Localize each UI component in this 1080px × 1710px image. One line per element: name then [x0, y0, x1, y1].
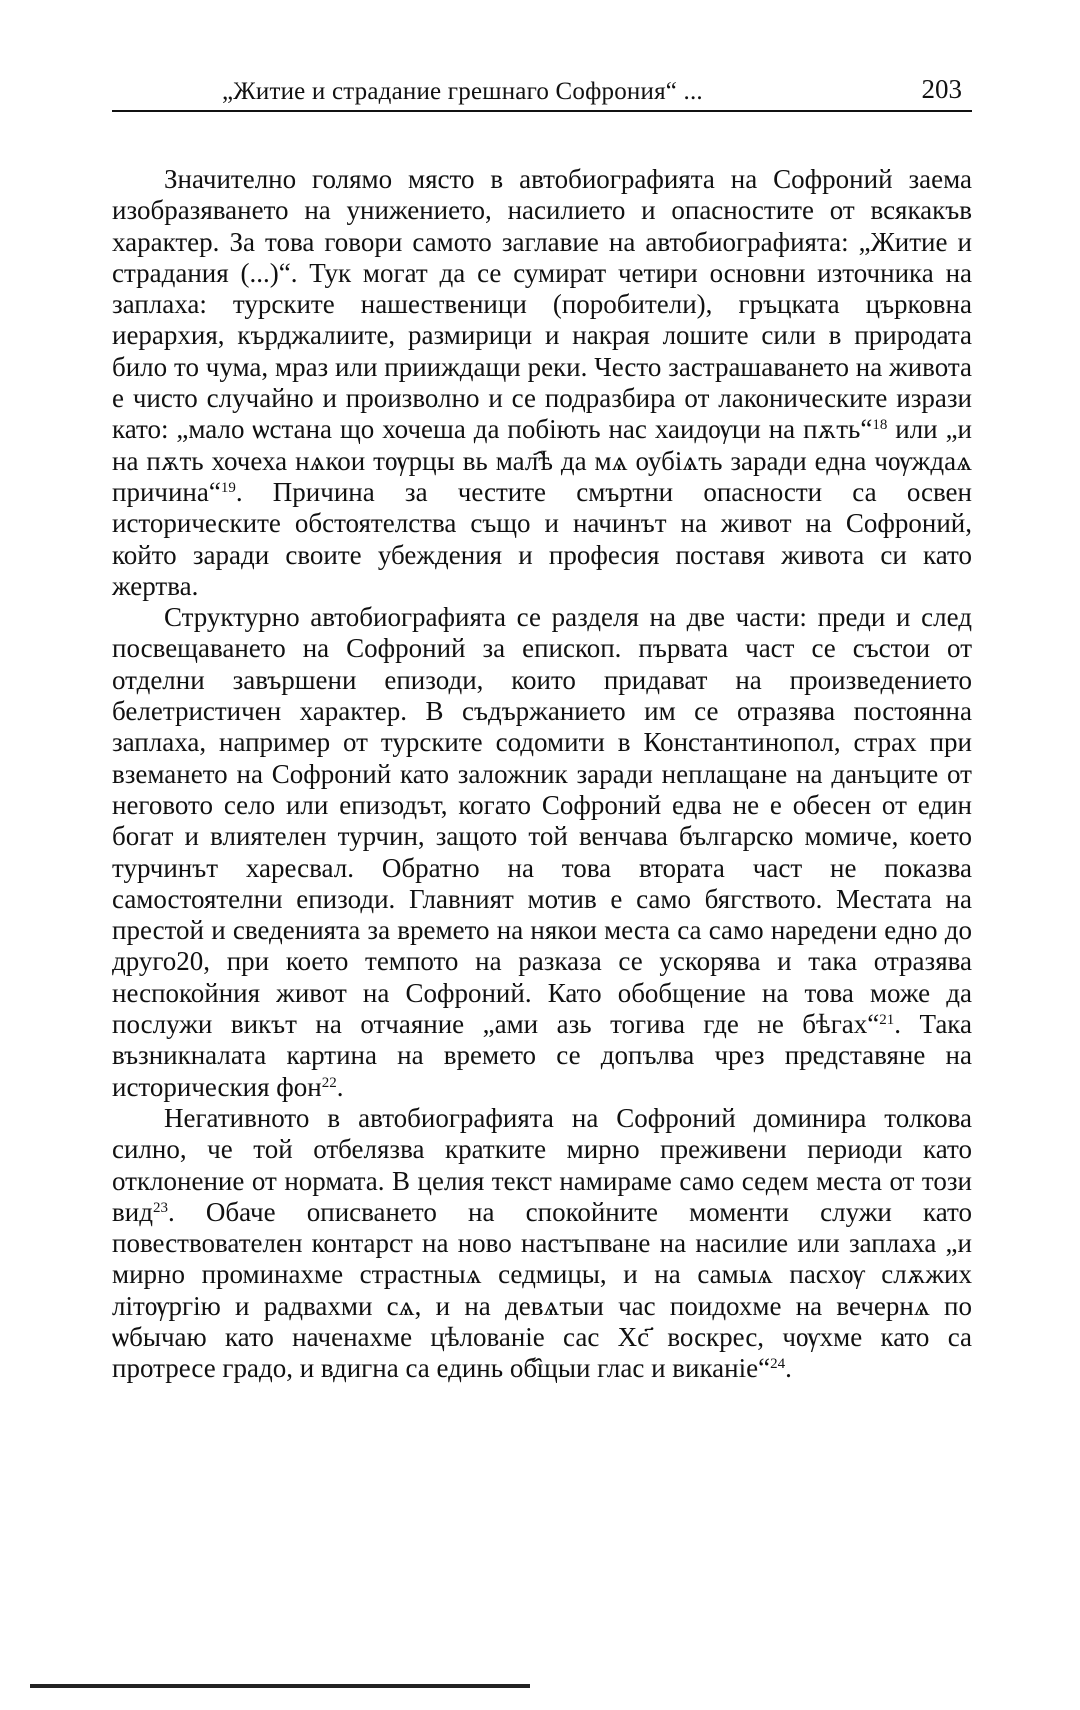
- paragraph-3-text-3: .: [785, 1353, 792, 1384]
- paragraph-2-text-1: Структурно автобиографията се разделя на две части: преди и след посвещаването на Софроний за епископ. първата част се състои от отделни завършени епизоди, които придават на произведението белетристичен характер. В съдържанието им се отразява постоянна заплаха, например от турските содомити в Константинопол, страх при вземането на Софроний като заложник заради неплащане на данъците от неговото село или епизодът, когато Софроний едва не е обесен от един богат и влиятелен турчин, защото той венчава българско момиче, което турчинът харесвал. Обратно на това втората част не показва самостоятелни епизоди. Главният мотив е само бягството. Местата на престой и сведенията за времето на някои места са само наредени едно до друго20, при което темпото на разказа се ускорява и така отразява неспокойния живот на Софроний. Като обобщение на това може да послужи викът на отчаяние „ами азь тогива где не бѣгах“: [112, 602, 972, 1040]
- paragraph-3-text-1: Негативното в автобиографията на Софроний доминира толкова силно, че той отбелязва кратките мирно преживени периоди като отклонение от нормата. В целия текст намираме само седем места от този вид: [112, 1102, 972, 1227]
- paragraph-1-text-1: Значително голямо място в автобиографията на Софроний заема изобразяването на унижението, насилието и опасностите от всякакъв характер. За това говори самото заглавие на автобиографията: „Житие и страдания (...)“. Тук могат да се сумират четири основни източника на заплаха: турските нашественици (поробители), гръцката църковна иерархия, кърджалиите, размирици и накрая лошите сили в природата било то чума, мраз или прииждащи реки. Често застрашаването на живота е чисто случайно и произволно и се подразбира от лаконическите изрази като: „мало ѡстана що хочеша да побіють нас хаидѹци на пѫть“: [112, 164, 972, 445]
- footnote-ref-21: 21: [879, 1012, 895, 1029]
- page-number: 203: [921, 74, 962, 104]
- paragraph-3-text-2: . Обаче описването на спокойните моменти служи като повествователен контарст на ново настъпване на насилие или заплаха „и мирно проминахме страстныѧ седмицы, и на самыѧ пасхѹ слѫжих літѹргію и радвахми сѧ, и на девѧтыи час поидохме на вечернѧ по ѡбычаю като наченахме цѣлованіе сас Хс҃ воскрес, чѹхме като са протресе градо, и вдигна са единь об҄щыи глас и виканіе“: [112, 1196, 972, 1384]
- paragraph-1: [112, 164, 972, 602]
- header-rule: [112, 110, 972, 112]
- footnote-ref-19: 19: [220, 479, 236, 496]
- footnote-ref-22: 22: [321, 1074, 337, 1091]
- bottom-edge-line: [30, 1684, 530, 1688]
- footnote-ref-23: 23: [152, 1199, 168, 1216]
- paragraph-2-text-3: .: [336, 1071, 344, 1102]
- paragraph-2: [112, 602, 972, 1103]
- footnote-ref-18: 18: [872, 417, 888, 434]
- page-header: [112, 68, 972, 110]
- footnote-ref-24: 24: [770, 1356, 786, 1373]
- paragraph-1-text-2: или „и на пѫть хочеха нѧкои тѹрцы вь мал҄ѣ да мѧ оубіѧть заради една чѹждаѧ причина“: [112, 414, 972, 507]
- paragraph-3: [112, 1103, 972, 1385]
- running-title: „Житие и страдание грешнаго Софрония“ ...: [222, 78, 703, 105]
- paragraph-1-text-3: . Причина за честите смъртни опасности са освен историческите обстоятелства също и начинът на живот на Софроний, който заради своите убеждения и професия поставя живота си като жертва.: [112, 476, 972, 601]
- body-text: [112, 164, 972, 1385]
- paragraph-2-text-2: . Така възникналата картина на времето се допълва чрез представяне на историческия фон: [112, 1009, 972, 1102]
